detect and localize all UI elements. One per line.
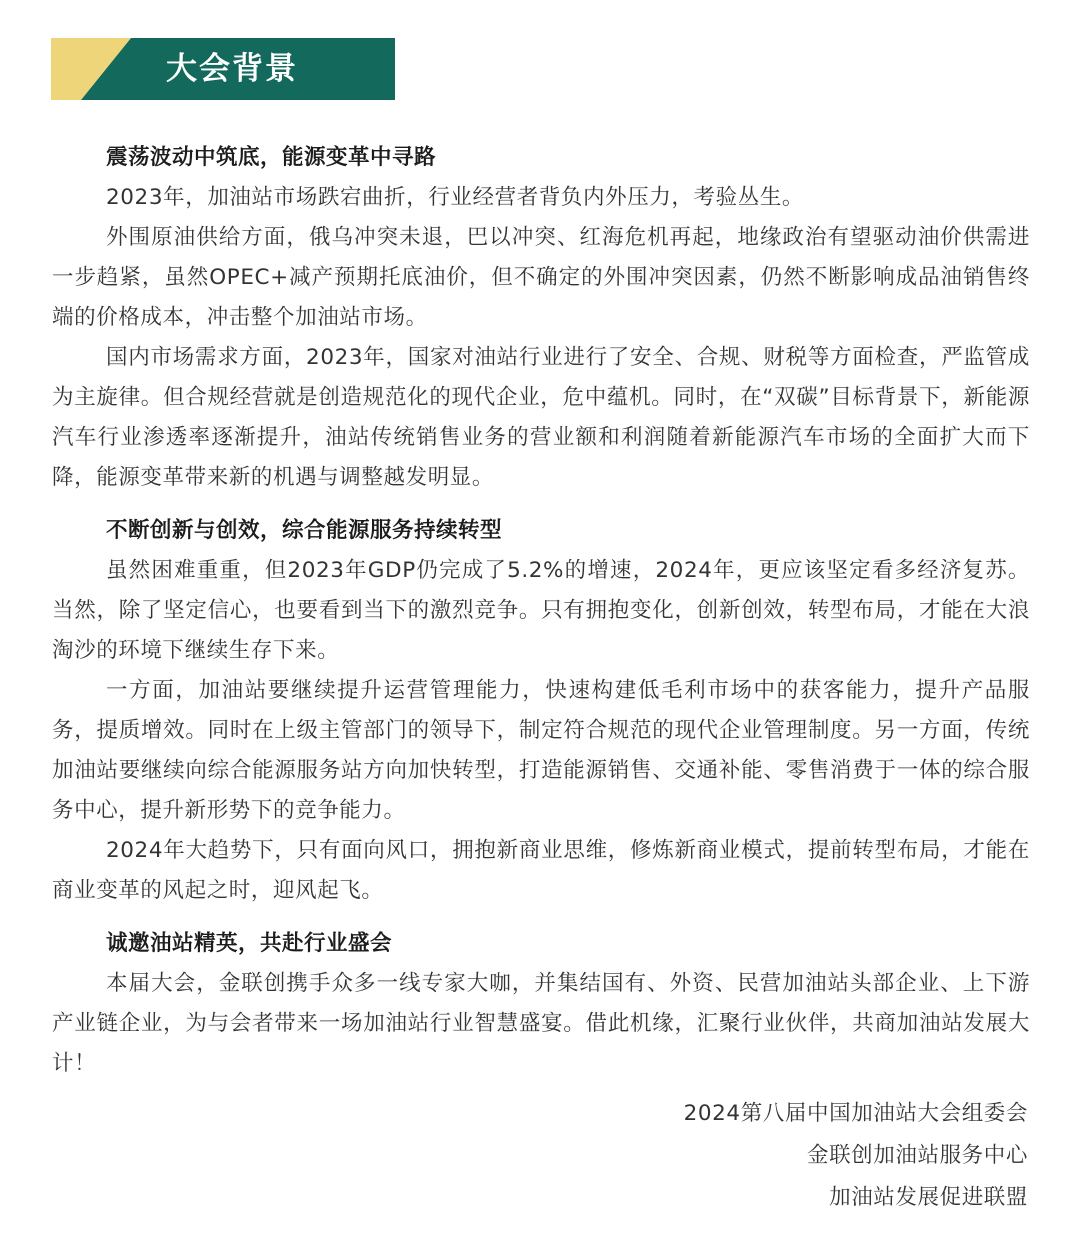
banner-title: 大会背景 (166, 51, 298, 87)
signature-service-center: 金联创加油站服务中心 (806, 1143, 1028, 1168)
section-heading: 诚邀油站精英，共赴行业盛会 (106, 931, 393, 956)
signature-organizer: 2024第八届中国加油站大会组委会 (683, 1101, 1028, 1126)
section-background-market (52, 138, 1030, 498)
article-body (52, 138, 1030, 1097)
paragraph: 国内市场需求方面，2023年，国家对油站行业进行了安全、合规、财税等方面检查，严监管成为主旋律。但合规经营就是创造规范化的现代企业，危中蕴机。同时，在“双碳”目标背景下，新能源汽车行业渗透率逐渐提升，油站传统销售业务的营业额和利润随着新能源汽车市场的全面扩大而下降，能源变革带来新的机遇与调整越发明显。 (52, 345, 1030, 490)
paragraph: 虽然困难重重，但2023年GDP仍完成了5.2%的增速，2024年，更应该坚定看多经济复苏。当然，除了坚定信心，也要看到当下的激烈竞争。只有拥抱变化，创新创效，转型布局，才能在大浪淘沙的环境下继续生存下来。 (52, 558, 1030, 663)
section-invitation (52, 924, 1030, 1084)
paragraph: 2023年，加油站市场跌宕曲折，行业经营者背负内外压力，考验丛生。 (106, 185, 805, 210)
paragraph: 一方面，加油站要继续提升运营管理能力，快速构建低毛利市场中的获客能力，提升产品服务，提质增效。同时在上级主管部门的领导下，制定符合规范的现代企业管理制度。另一方面，传统加油站要继续向综合能源服务站方向加快转型，打造能源销售、交通补能、零售消费于一体的综合服务中心，提升新形势下的竞争能力。 (52, 678, 1030, 823)
section-heading: 震荡波动中筑底，能源变革中寻路 (106, 145, 437, 170)
paragraph: 外围原油供给方面，俄乌冲突未退，巴以冲突、红海危机再起，地缘政治有望驱动油价供需进一步趋紧，虽然OPEC+减产预期托底油价，但不确定的外围冲突因素，仍然不断影响成品油销售终端的价格成本，冲击整个加油站市场。 (52, 225, 1030, 330)
section-banner (51, 38, 395, 100)
signature-block (684, 1093, 1028, 1219)
section-heading: 不断创新与创效，综合能源服务持续转型 (106, 518, 503, 543)
paragraph: 2024年大趋势下，只有面向风口，拥抱新商业思维，修炼新商业模式，提前转型布局，才能在商业变革的风起之时，迎风起飞。 (52, 838, 1030, 903)
section-innovation (52, 511, 1030, 911)
paragraph: 本届大会，金联创携手众多一线专家大咖，并集结国有、外资、民营加油站头部企业、上下游产业链企业，为与会者带来一场加油站行业智慧盛宴。借此机缘，汇聚行业伙伴，共商加油站发展大计！ (52, 971, 1030, 1076)
signature-alliance: 加油站发展促进联盟 (829, 1185, 1028, 1210)
